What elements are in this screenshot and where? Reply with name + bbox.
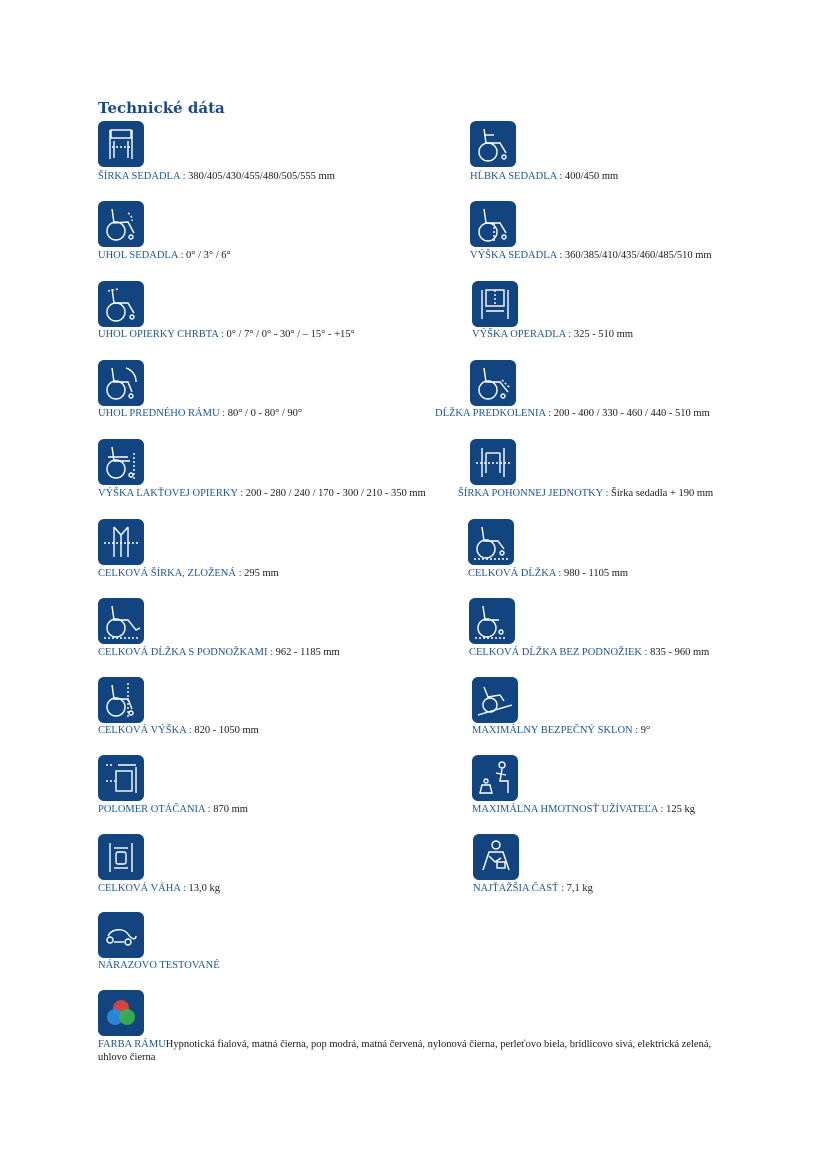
spec-seat-width: ŠÍRKA SEDADLA : 380/405/430/455/480/505/555 mm — [98, 171, 335, 182]
page-title: Technické dáta — [98, 99, 225, 117]
front-frame-angle-icon — [98, 360, 144, 406]
spec-backrest-angle: UHOL OPIERKY CHRBTA : 0° / 7° / 0° - 30° / – 15° - +15° — [98, 329, 355, 340]
spec-frame-color: FARBA RÁMUHypnotická fialová, matná čierna, pop modrá, matná červená, nylonová čierna, perleťovo biela, bridlicovo sivá, elektrická zelená, uhlovo čierna — [98, 1039, 712, 1063]
seat-height-icon — [470, 201, 516, 247]
backrest-height-icon — [472, 281, 518, 327]
drive-unit-width-icon — [470, 439, 516, 485]
spec-folded-width: CELKOVÁ ŠÍRKA, ZLOŽENÁ : 295 mm — [98, 568, 279, 579]
spec-overall-height: CELKOVÁ VÝŠKA : 820 - 1050 mm — [98, 725, 259, 736]
spec-length-with-footrests: CELKOVÁ DĹŽKA S PODNOŽKAMI : 962 - 1185 mm — [98, 647, 340, 658]
spec-max-user-weight: MAXIMÁLNA HMOTNOSŤ UŽÍVATEĽA : 125 kg — [472, 804, 695, 815]
spec-length-without-footrests: CELKOVÁ DĹŽKA BEZ PODNOŽIEK : 835 - 960 mm — [469, 647, 710, 658]
spec-backrest-height: VÝŠKA OPERADLA : 325 - 510 mm — [472, 329, 634, 340]
length-with-footrests-icon — [98, 598, 144, 644]
overall-height-icon — [98, 677, 144, 723]
crash-tested-icon — [98, 912, 144, 958]
spec-turning-radius: POLOMER OTÁČANIA : 870 mm — [98, 804, 248, 815]
spec-seat-depth: HĹBKA SEDADLA : 400/450 mm — [470, 171, 619, 182]
seat-width-icon — [98, 121, 144, 167]
spec-seat-height: VÝŠKA SEDADLA : 360/385/410/435/460/485/510 mm — [470, 250, 712, 261]
spec-seat-angle: UHOL SEDADLA : 0° / 3° / 6° — [98, 250, 231, 261]
spec-max-slope: MAXIMÁLNY BEZPEČNÝ SKLON : 9° — [472, 725, 651, 736]
spec-front-frame-angle: UHOL PREDNÉHO RÁMU : 80° / 0 - 80° / 90° — [98, 408, 303, 419]
spec-overall-length: CELKOVÁ DĹŽKA : 980 - 1105 mm — [468, 568, 629, 579]
max-user-weight-icon — [472, 755, 518, 801]
frame-color-icon — [98, 990, 144, 1036]
spec-lower-leg-length: DĹŽKA PREDKOLENIA : 200 - 400 / 330 - 460 / 440 - 510 mm — [435, 408, 710, 419]
seat-depth-icon — [470, 121, 516, 167]
total-weight-icon — [98, 834, 144, 880]
heaviest-part-icon — [473, 834, 519, 880]
spec-armrest-height: VÝŠKA LAKŤOVEJ OPIERKY : 200 - 280 / 240 / 170 - 300 / 210 - 350 mm — [98, 488, 426, 499]
seat-angle-icon — [98, 201, 144, 247]
folded-width-icon — [98, 519, 144, 565]
turning-radius-icon — [98, 755, 144, 801]
overall-length-icon — [468, 519, 514, 565]
backrest-angle-icon — [98, 281, 144, 327]
spec-drive-unit-width: ŠÍRKA POHONNEJ JEDNOTKY : Šírka sedadla + 190 mm — [458, 488, 714, 499]
spec-heaviest-part: NAJŤAŽŠIA ČASŤ : 7,1 kg — [473, 883, 593, 894]
armrest-height-icon — [98, 439, 144, 485]
max-slope-icon — [472, 677, 518, 723]
spec-crash-tested: NÁRAZOVO TESTOVANÉ — [98, 960, 220, 971]
spec-total-weight: CELKOVÁ VÁHA : 13,0 kg — [98, 883, 221, 894]
length-without-footrests-icon — [469, 598, 515, 644]
lower-leg-length-icon — [470, 360, 516, 406]
